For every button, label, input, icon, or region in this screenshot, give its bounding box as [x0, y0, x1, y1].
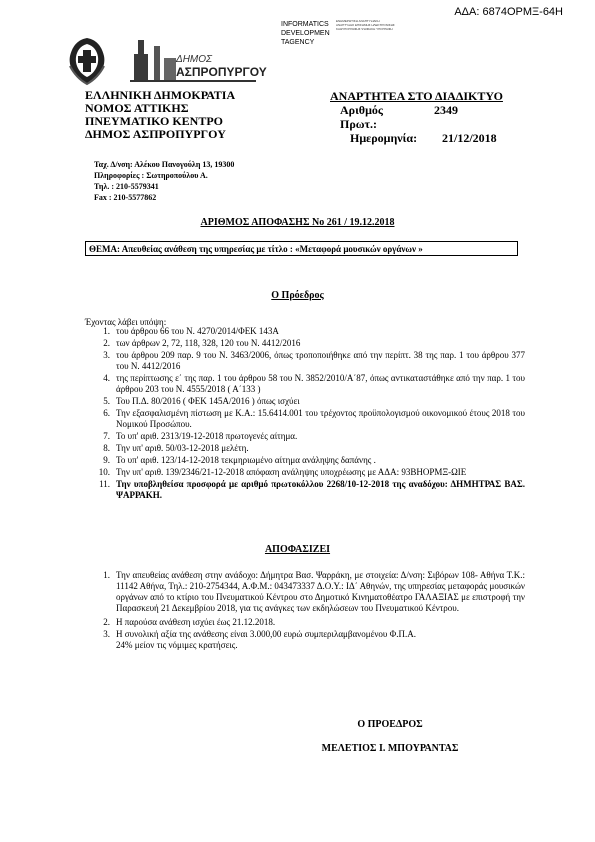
header-line: ΠΝΕΥΜΑΤΙΚΟ ΚΕΝΤΡΟ: [85, 114, 223, 128]
publish-online-title: ΑΝΑΡΤΗΤΕΑ ΣΤΟ ΔΙΑΔΙΚΤΥΟ: [330, 89, 503, 103]
list-item: 4. της περίπτωσης ε΄ της παρ. 1 του άρθρου 58 του Ν. 3852/2010/Α΄87, όπως αντικαταστάθηκε από την παρ. 1 του άρθρου 203 του Ν. 4555/2018 ( Α΄133 ): [103, 373, 525, 394]
decisions-list: [85, 570, 525, 652]
list-item: 1. του άρθρου 66 του Ν. 4270/2014/ΦΕΚ 143Α: [103, 326, 279, 336]
header-left: [85, 89, 235, 141]
header-line: ΔΗΜΟΣ ΑΣΠΡΟΠΥΡΓΟΥ: [85, 127, 226, 141]
signature-role: Ο ΠΡΟΕΔΡΟΣ: [357, 719, 423, 730]
list-item: 1. Την απευθείας ανάθεση στην ανάδοχο: Δήμητρα Βασ. Ψαρράκη, με στοιχεία: Δ/νση: Σιβόρων 108- Αθήνα Τ.Κ.: 11142 Αθήνα, Τηλ.: 210-2754344, Α.Φ.Μ.: 043473337 Δ.Ο.Υ.: ΙΔ΄ Αθηνών, της υπηρεσίας μεταφοράς μουσικών οργάνων από το κτίριο του Πνευματικού Κέντρου στο Δημοτικό Κινηματοθέατρο ΓΑΛΑΞΙΑΣ με επιστροφή την Παρασκευή 21 Δεκεμβρίου 2018, για τις ανάγκες των εκδηλώσεων του Πνευματικού Κέντρου.: [103, 570, 525, 613]
list-item: 3. Η συνολική αξία της ανάθεσης είναι 3.000,00 ευρώ συμπεριλαμβανομένου Φ.Π.Α. 24% μείον τις νόμιμες κρατήσεις.: [103, 629, 416, 650]
date-value: 21/12/2018: [442, 131, 497, 145]
contact-line: Τηλ. : 210-5579341: [94, 182, 159, 191]
list-item: 3. του άρθρου 209 παρ. 9 του Ν. 3463/2006, όπως τροποποιήθηκε από την περίπτ. 38 της παρ. 1 του άρθρου 377 του Ν. 4412/2016: [103, 350, 525, 371]
greek-emblem-icon: [66, 36, 108, 86]
header-line: ΕΛΛΗΝΙΚΗ ΔΗΜΟΚΡΑΤΙΑ: [85, 88, 236, 102]
president-heading: Ο Πρόεδρος: [271, 290, 324, 301]
date-label: Ημερομηνία:: [350, 131, 418, 145]
decision-number: ΑΡΙΘΜΟΣ ΑΠΟΦΑΣΗΣ Νο 261 / 19.12.2018: [200, 217, 395, 228]
agency-line: DEVELOPMEN: [281, 30, 330, 37]
protocol-value: 2349: [434, 103, 458, 117]
logo-text-line1: ΔΗΜΟΣ: [176, 54, 213, 65]
agency-line: INFORMATICS: [281, 21, 329, 28]
header-line: ΝΟΜΟΣ ΑΤΤΙΚΗΣ: [85, 101, 189, 115]
list-item: 9. Το υπ' αριθ. 123/14-12-2018 τεκμηριωμένο αίτημα ανάληψης δαπάνης .: [103, 455, 376, 465]
list-item: 5. Του Π.Δ. 80/2016 ( ΦΕΚ 145Α/2016 ) όπως ισχύει: [103, 396, 300, 406]
contact-line: Ταχ. Δ/νση: Αλέκου Πανογούλη 13, 19300: [94, 160, 235, 169]
ada-code: ΑΔΑ: 6874ΟΡΜΞ-64Η: [454, 6, 563, 18]
intro-text: Έχοντας λάβει υπόψη:: [85, 317, 167, 327]
protocol-label: Αριθμός Πρωτ.:: [340, 103, 383, 131]
list-item: 8. Την υπ' αριθ. 50/03-12-2018 μελέτη.: [103, 443, 249, 453]
list-item: 11. Την υποβληθείσα προσφορά με αριθμό πρωτοκόλλου 2268/10-12-2018 της αναδόχου: ΔΗΜΗΤΡΑΣ ΒΑΣ. ΨΑΡΡΑΚΗ.: [99, 479, 525, 500]
decides-heading: ΑΠΟΦΑΣΙΖΕΙ: [264, 544, 331, 555]
contact-line: Fax : 210-5577862: [94, 193, 157, 202]
signature-name: ΜΕΛΕΤΙΟΣ Ι. ΜΠΟΥΡΑΝΤΑΣ: [321, 743, 459, 754]
logo-text-line2: ΑΣΠΡΟΠΥΡΓΟΥ: [176, 65, 267, 79]
contact-info: [94, 159, 234, 203]
list-item: 2. των άρθρων 2, 72, 118, 328, 120 του Ν. 4412/2016: [103, 338, 301, 348]
list-item: 6. Την εξασφαλισμένη πίστωση με Κ.Α.: 15.6414.001 του τρέχοντος προϋπολογισμού οικονομικού έτους 2018 του Νομικού Προσώπου.: [103, 408, 525, 429]
agency-logo-text: [281, 20, 330, 47]
header-right: [330, 89, 530, 145]
agency-fine-print: ΕΝΗΜΕΡΩΤΙΚΗ ΑΝΑΠΤΥΞΙΑΚΗ ΑΝΑΠΤΥΞΗΣ ΕΠΙΣΗΜΗΣ ΗΛΕΚΤΡΟΝΙΚΗΣ ΚΑΘΥΠΟΓΡΑΦΗΣ ΨΗΦΙΑΚΗ ΥΠΟΓΡΑΦΗ: [336, 19, 395, 31]
list-item: 7. Το υπ' αριθ. 2313/19-12-2018 πρωτογενές αίτημα.: [103, 431, 298, 441]
list-item: 10. Την υπ' αριθ. 139/2346/21-12-2018 απόφαση ανάληψης υποχρέωσης με ΑΔΑ: 93ΒΗΟΡΜΞ-ΩΙΕ: [98, 467, 467, 477]
contact-line: Πληροφορίες : Σωτηροπούλου Α.: [94, 171, 208, 180]
considerations-list: [85, 326, 525, 502]
list-item: 2. Η παρούσα ανάθεση ισχύει έως 21.12.2018.: [103, 617, 276, 627]
subject-box: ΘΕΜΑ: Απευθείας ανάθεση της υπηρεσίας με τίτλο : «Μεταφορά μουσικών οργάνων »: [85, 241, 518, 256]
agency-line: TAGENCY: [281, 39, 315, 46]
